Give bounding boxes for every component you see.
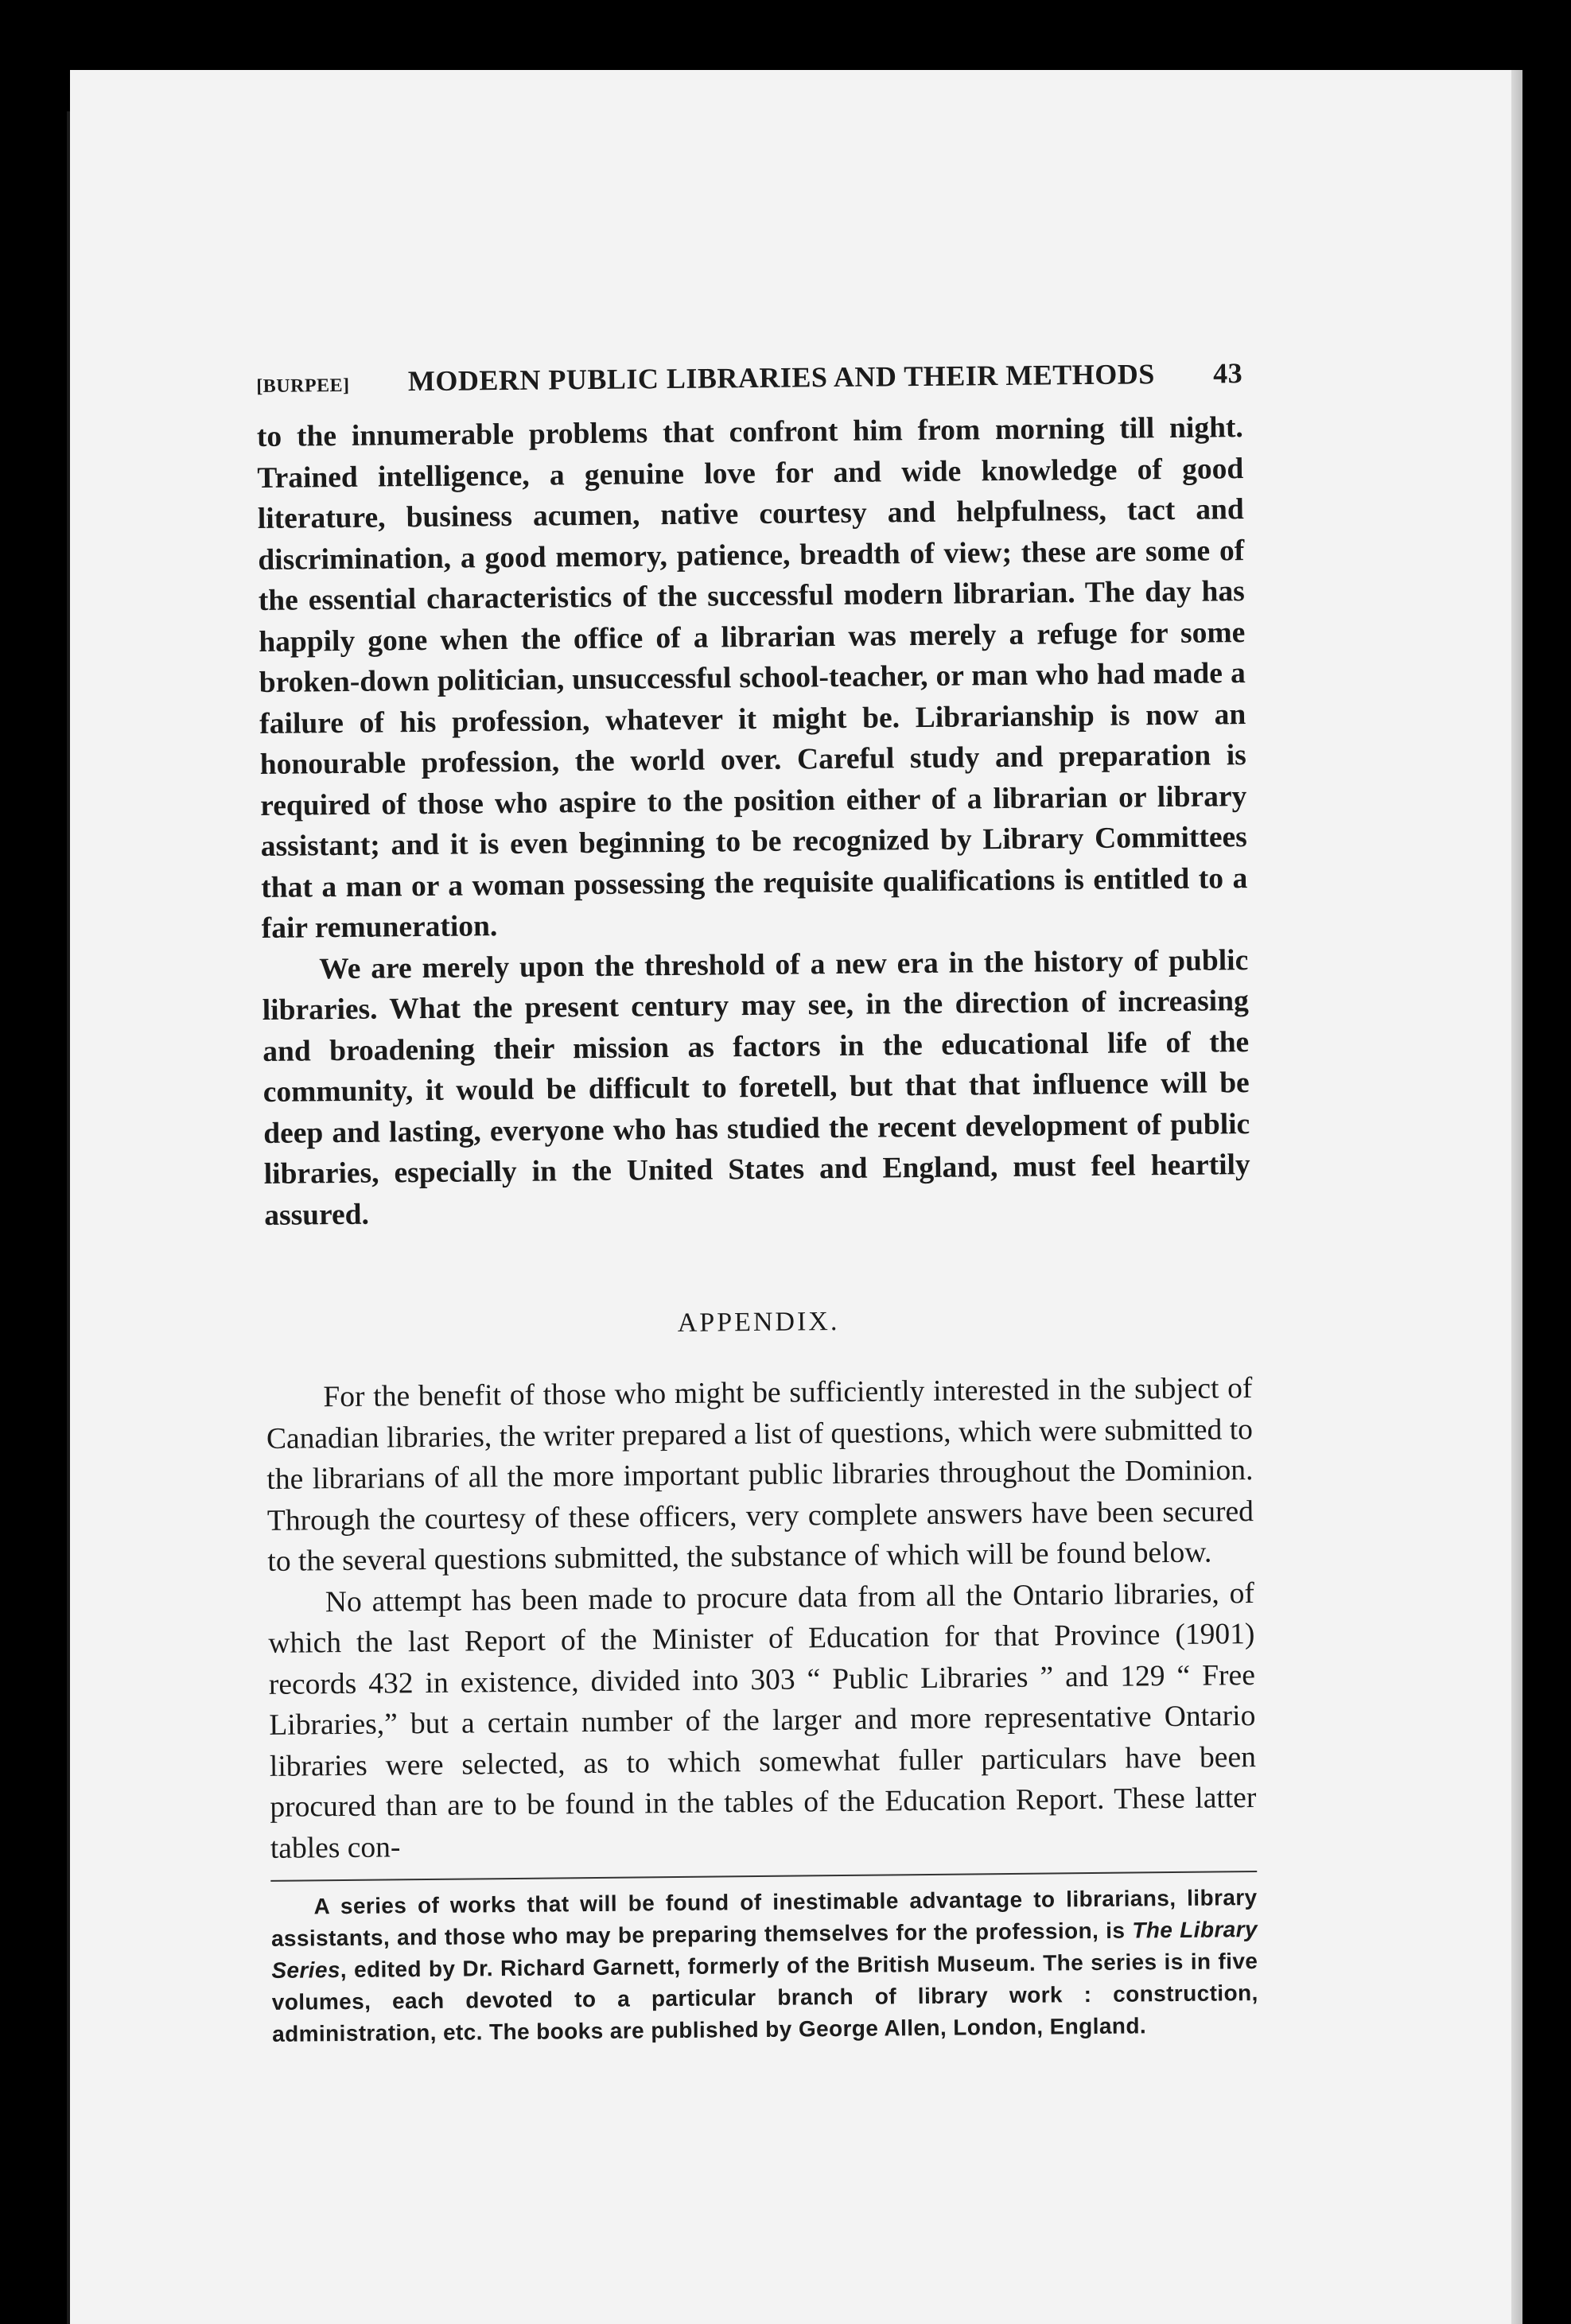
footnote <box>270 1882 1258 2050</box>
appendix-heading: APPENDIX. <box>677 1307 840 1338</box>
page-number: 43 <box>1212 357 1243 390</box>
running-title: MODERN PUBLIC LIBRARIES AND THEIR METHODS <box>407 358 1156 398</box>
text-column <box>256 356 1258 2050</box>
footnote-text-before: A series of works that will be found of inestimable advantage to librarians, library assistants, and those who may be preparing themselves for the profession, is <box>270 1885 1258 1951</box>
author-tag: [BURPEE] <box>256 375 350 397</box>
page-edge-shadow <box>1511 70 1522 2324</box>
body-paragraph-1: to the innumerable problems that confront him from morning till night. Trained intelligence, a genuine love for and wide knowledge of good literature, business acumen, native courtesy and helpfulness, tact and discrimination, a good memory, patience, breadth of view; these are some of the essential characteristics of the successful modern librarian. The day has happily gone when the office of a librarian was merely a refuge for some broken-down politician, unsuccessful school-teacher, or man who had made a failure of his profession, whatever it might be. Librarianship is now an honourable profession, the world over. Careful study and preparation is required of those who aspire to the position either of a librarian or library assistant; and it is even beginning to be recognized by Library Committees that a man or a woman possessing the requisite qualifications is entitled to a fair remuneration. <box>256 411 1248 945</box>
appendix-paragraph-1: For the benefit of those who might be sufficiently interested in the subject of Canadian libraries, the writer prepared a list of questions, which were submitted to the librarians of all the more important public libraries throughout the Dominion. Through the courtesy of these officers, very complete answers have been secured to the several questions submitted, the substance of which will be found below. <box>266 1372 1254 1578</box>
body-paragraph-2: We are merely upon the threshold of a new era in the history of public libraries. What the present century may see, in the direction of increasing and broadening their mission as factors in the educational life of the community, it would be difficult to foretell, but that that influence will be deep and lasting, everyone who has studied the recent development of public libraries, especially in the United States and England, must feel heartily assured. <box>262 943 1250 1232</box>
footnote-text-after: , edited by Dr. Richard Garnett, formerly of the British Museum. The series is in five volumes, each devoted to a particular branch of library work : construction, administration, etc. The books are published by George Allen, London, England. <box>271 1949 1258 2046</box>
footnote-series-title: The Library Series <box>271 1917 1258 1983</box>
appendix-paragraph-2: No attempt has been made to procure data from all the Ontario libraries, of which the last Report of the Minister of Education for that Province (1901) records 432 in existence, divided into 303 “ Public Libraries ” and 129 “ Free Libraries,” but a certain number of the larger and more representative Ontario libraries were selected, as to which somewhat fuller particulars have been procured than are to be found in the tables of the Education Report. These latter tables con- <box>268 1576 1257 1865</box>
footnote-rule <box>270 1871 1257 1882</box>
